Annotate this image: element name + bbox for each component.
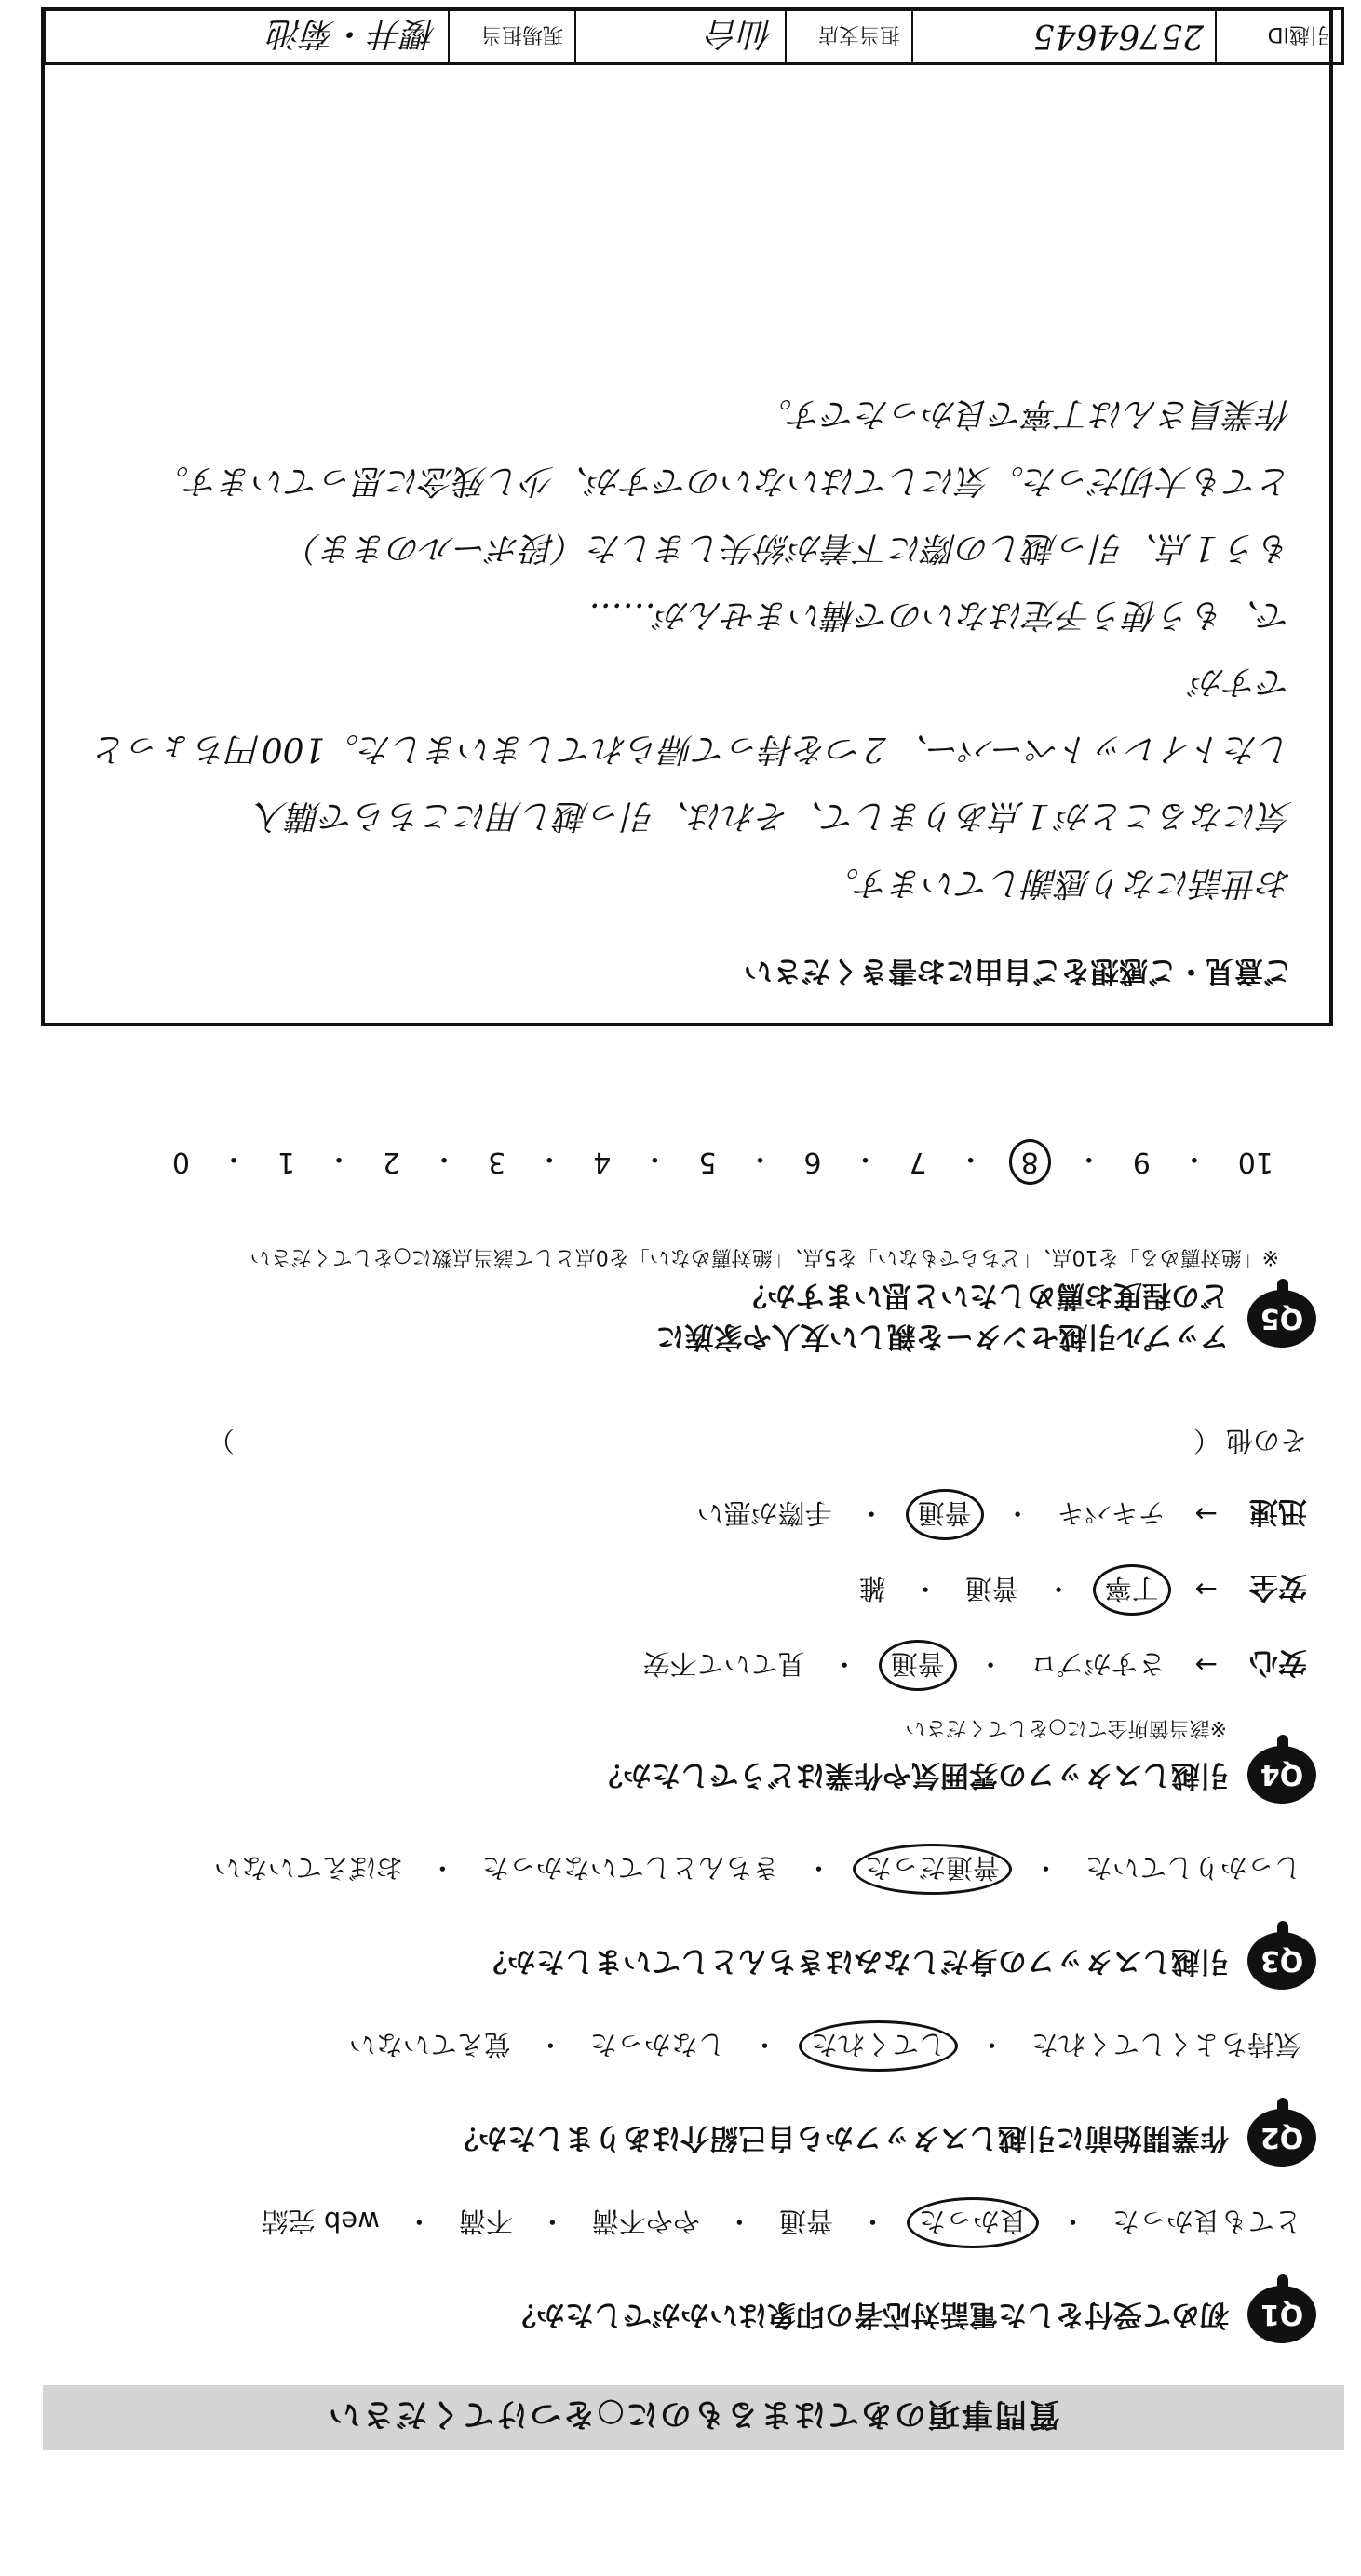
branch-value: 仙台 xyxy=(706,14,774,53)
q4-row-anzen: 安全 → 丁寧 ・ 普通 ・ 雑 xyxy=(32,1564,1307,1616)
move-id-label-cell xyxy=(1215,10,1341,62)
q4-note: ※該当箇所全てに○をしてください xyxy=(905,1716,1227,1739)
q4-row-category: 迅速 xyxy=(1249,1495,1307,1528)
q2-option-selected[interactable]: してくれた xyxy=(799,2020,958,2072)
question-2 xyxy=(32,2020,1316,2167)
arrow-icon: → xyxy=(1194,1574,1218,1606)
question-3 xyxy=(32,1844,1316,1990)
comment-line: したトイレットペーパー、２つを持って帰られてしまいました。100円ちょっとですが xyxy=(93,663,1292,768)
staff-label-cell xyxy=(448,10,574,62)
q3-option[interactable]: おぼえていない xyxy=(213,1852,403,1884)
arrow-icon: → xyxy=(1194,1649,1218,1682)
q3-option[interactable]: しっかりしていた xyxy=(1085,1852,1301,1884)
q3-text: 引越しスタッフの身だしなみはきちんとしていましたか？ xyxy=(478,1944,1229,1978)
q5-score[interactable]: 2 xyxy=(383,1146,401,1178)
move-id-label: 引越ID xyxy=(1267,22,1330,47)
q4-row-category: 安心 xyxy=(1249,1645,1307,1679)
q3-badge: Q3 xyxy=(1247,1932,1316,1990)
q1-text: 初めて受付をした電話対応者の印象はいかがでしたか？ xyxy=(507,2298,1229,2331)
q1-option[interactable]: やや不満 xyxy=(591,2206,700,2237)
q2-option[interactable]: 気持ちよくしてくれた xyxy=(1031,2029,1301,2060)
instruction-banner xyxy=(43,2385,1344,2450)
q3-option-selected[interactable]: 普通だった xyxy=(853,1844,1012,1895)
q1-option[interactable]: とても良かった xyxy=(1112,2206,1301,2237)
info-table xyxy=(43,7,1344,65)
q4-option[interactable]: さすがプロ xyxy=(1030,1648,1166,1680)
q3-options: しっかりしていた ・ 普通だった ・ きちんとしていなかった ・ おぼえていない xyxy=(32,1844,1307,1895)
q4-row-anshin: 安心 → さすがプロ ・ 普通 ・ 見ていて不安 xyxy=(32,1640,1307,1691)
q4-row-category: 安全 xyxy=(1249,1570,1307,1603)
q2-options: 気持ちよくしてくれた ・ してくれた ・ しなかった ・ 覚えていない xyxy=(32,2020,1307,2072)
q5-score[interactable]: 5 xyxy=(698,1146,717,1178)
arrow-icon: → xyxy=(1194,1498,1218,1531)
comment-box[interactable] xyxy=(41,7,1333,1026)
q4-other-label: その他 xyxy=(1225,1425,1307,1456)
staff-label: 現場担当 xyxy=(480,22,563,47)
q2-text: 作業開始前に引越しスタッフから自己紹介はありましたか？ xyxy=(450,2121,1229,2154)
q2-option[interactable]: しなかった xyxy=(589,2029,725,2060)
q3-option[interactable]: きちんとしていなかった xyxy=(481,1852,779,1884)
q4-option[interactable]: 手際が悪い xyxy=(696,1497,832,1529)
q4-option[interactable]: 見ていて不安 xyxy=(642,1648,805,1680)
question-5 xyxy=(32,1139,1316,1357)
move-id-value: 25764645 xyxy=(1032,17,1204,56)
q5-text-line1: アップル引越センターを親しい友人や家族に xyxy=(655,1320,1229,1353)
q2-option[interactable]: 覚えていない xyxy=(348,2029,511,2060)
comment-line: お世話になり感謝しています。 xyxy=(825,864,1292,902)
comment-line: 作業員さんは丁寧で良かったです。 xyxy=(758,395,1292,433)
staff-value: 櫻井・菊池 xyxy=(268,14,437,53)
q1-option[interactable]: web 完結 xyxy=(261,2206,380,2237)
q5-score[interactable]: 9 xyxy=(1132,1146,1151,1178)
instruction-text: 質問事項のあてはまるものに○をつけてください xyxy=(327,2395,1060,2434)
q5-score[interactable]: 4 xyxy=(593,1146,612,1178)
question-1 xyxy=(32,2197,1316,2343)
q5-badge: Q5 xyxy=(1247,1290,1316,1348)
comment-line: もう１点、引っ越しの際に下着が紛失しました（段ボールのまま） xyxy=(287,529,1292,567)
q4-other-input[interactable] xyxy=(235,1423,1193,1461)
comment-line: 気になることが１点ありまして、それは、引っ越し用にこちらで購入 xyxy=(254,797,1292,835)
question-4 xyxy=(32,1423,1316,1804)
q4-option-selected[interactable]: 普通 xyxy=(906,1489,984,1540)
q5-text-line2: どの程度お薦めしたいと思いますか？ xyxy=(738,1279,1229,1312)
q4-option-selected[interactable]: 丁寧 xyxy=(1093,1564,1171,1616)
q4-badge: Q4 xyxy=(1247,1746,1316,1804)
q4-text: 引越しスタッフの雰囲気や作業はどうでしたか？ xyxy=(594,1758,1229,1791)
q1-options: とても良かった ・ 良かった ・ 普通 ・ やや不満 ・ 不満 ・ web 完結 xyxy=(32,2197,1307,2248)
q4-other-close: ） xyxy=(207,1425,235,1456)
q1-option[interactable]: 不満 xyxy=(458,2206,513,2237)
q5-score[interactable]: 0 xyxy=(171,1146,190,1178)
q5-score-selected[interactable]: 8 xyxy=(1009,1139,1051,1185)
comment-line: とても大切だった。気にしてはいないのですが、少し残念に思っています。 xyxy=(155,462,1292,500)
q4-option-selected[interactable]: 普通 xyxy=(879,1640,957,1691)
branch-value-cell xyxy=(574,10,785,62)
q4-row-jinsoku: 迅速 → テキパキ ・ 普通 ・ 手際が悪い xyxy=(32,1489,1307,1540)
comment-title: ご意見・ご感想をご自由にお書きください xyxy=(744,954,1292,987)
q4-option[interactable]: テキパキ xyxy=(1057,1497,1166,1529)
q5-score[interactable]: 3 xyxy=(488,1146,506,1178)
q5-score[interactable]: 1 xyxy=(276,1146,296,1178)
q1-option[interactable]: 普通 xyxy=(778,2206,833,2237)
q1-badge: Q1 xyxy=(1247,2286,1316,2343)
move-id-value-cell xyxy=(911,10,1215,62)
q1-option-selected[interactable]: 良かった xyxy=(907,2197,1039,2248)
staff-value-cell xyxy=(46,10,448,62)
q2-badge: Q2 xyxy=(1247,2109,1316,2167)
q5-score[interactable]: 7 xyxy=(909,1146,927,1178)
q5-score[interactable]: 6 xyxy=(803,1146,822,1178)
branch-label-cell xyxy=(785,10,911,62)
q4-other xyxy=(32,1423,1307,1461)
q4-option[interactable]: 普通 xyxy=(964,1573,1019,1604)
branch-label: 担当支店 xyxy=(817,22,900,47)
q5-scale: 10 ・ 9 ・ 8 ・ 7 ・ 6 ・ 5 ・ 4 ・ 3 ・ 2 ・ 1 ・ 0 xyxy=(32,1139,1279,1185)
q5-note: ※「絶対薦める」を10点、「どちらでもない」を5点、「絶対薦めない」を0点として該当点数に○をしてください xyxy=(249,1245,1279,1268)
q5-score[interactable]: 10 xyxy=(1237,1146,1273,1178)
q4-option[interactable]: 雑 xyxy=(858,1573,886,1604)
q4-other-open: （ xyxy=(1193,1425,1220,1456)
comment-line: で、もう使う予定はないので構いませんが…… xyxy=(588,596,1292,634)
